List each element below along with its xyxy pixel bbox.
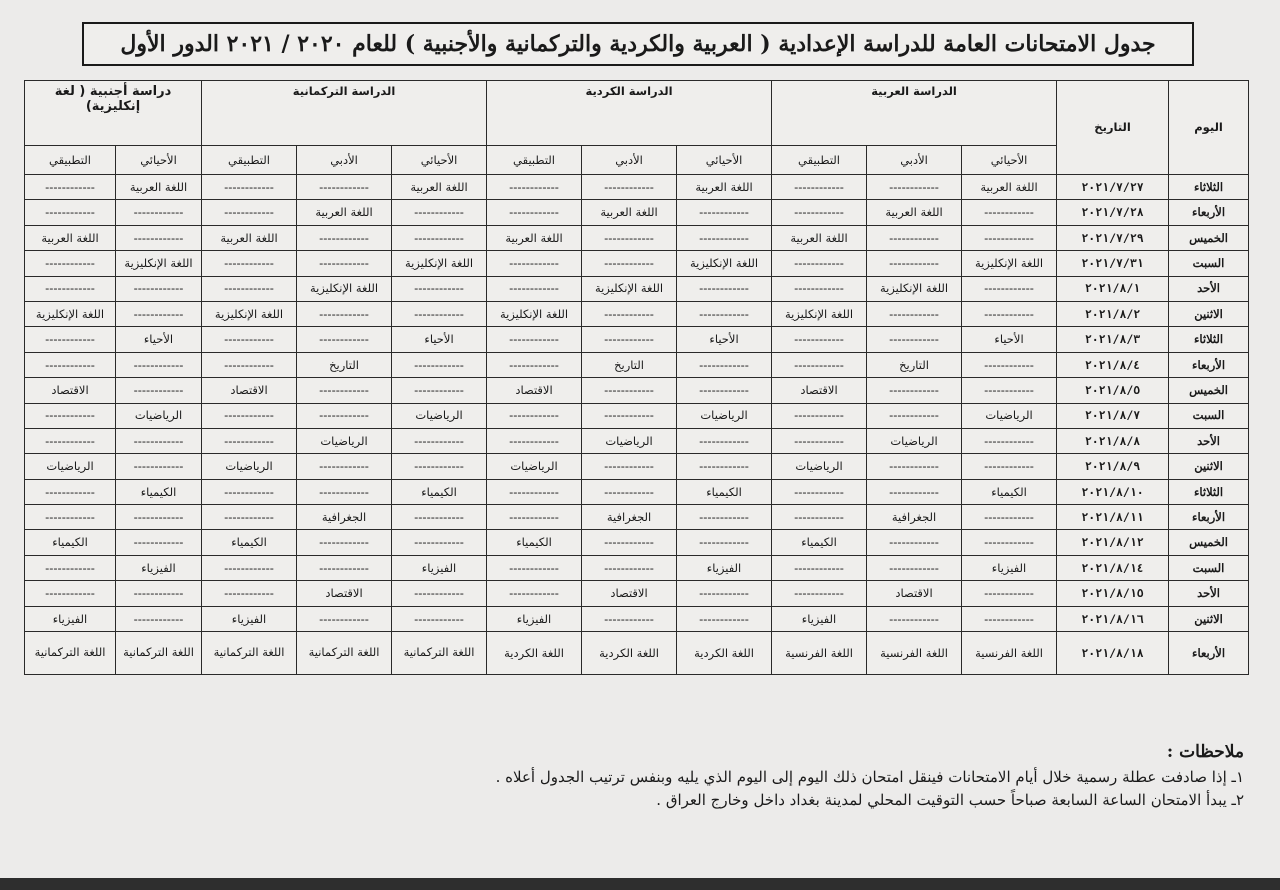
subject-cell: ------------ xyxy=(392,225,487,250)
subject-cell: اللغة التركمانية xyxy=(25,632,116,675)
subject-cell: ------------ xyxy=(867,251,962,276)
header-row-groups xyxy=(25,81,1249,146)
header-arabic-biology: الأحيائي xyxy=(962,146,1057,175)
subject-cell: ------------ xyxy=(202,352,297,377)
day-cell: الاثنين xyxy=(1169,301,1249,326)
date-cell: ٢٠٢١/٧/٢٩ xyxy=(1057,225,1169,250)
subject-cell: ------------ xyxy=(116,428,202,453)
day-cell: الأربعاء xyxy=(1169,200,1249,225)
subject-cell: الاقتصاد xyxy=(297,581,392,606)
subject-cell: ------------ xyxy=(487,581,582,606)
subject-cell: ------------ xyxy=(867,175,962,200)
subject-cell: الفيزياء xyxy=(202,606,297,631)
subject-cell: ------------ xyxy=(677,200,772,225)
subject-cell: اللغة الفرنسية xyxy=(772,632,867,675)
subject-cell: ------------ xyxy=(962,530,1057,555)
header-arabic-study: الدراسة العربية xyxy=(772,81,1057,146)
header-arabic-literary: الأدبي xyxy=(867,146,962,175)
subject-cell: ------------ xyxy=(116,581,202,606)
subject-cell: ------------ xyxy=(297,301,392,326)
subject-cell: ------------ xyxy=(297,251,392,276)
subject-cell: الاقتصاد xyxy=(582,581,677,606)
subject-cell: الفيزياء xyxy=(392,555,487,580)
date-cell: ٢٠٢١/٨/١٤ xyxy=(1057,555,1169,580)
table-row xyxy=(25,327,1249,352)
subject-cell: ------------ xyxy=(25,251,116,276)
subject-cell: ------------ xyxy=(25,175,116,200)
subject-cell: ------------ xyxy=(202,276,297,301)
subject-cell: ------------ xyxy=(487,428,582,453)
table-row xyxy=(25,200,1249,225)
day-cell: السبت xyxy=(1169,251,1249,276)
subject-cell: ------------ xyxy=(116,530,202,555)
subject-cell: ------------ xyxy=(392,276,487,301)
subject-cell: اللغة التركمانية xyxy=(297,632,392,675)
subject-cell: ------------ xyxy=(962,428,1057,453)
subject-cell: الفيزياء xyxy=(487,606,582,631)
subject-cell: ------------ xyxy=(487,327,582,352)
header-kurdish-literary: الأدبي xyxy=(582,146,677,175)
table-row xyxy=(25,301,1249,326)
subject-cell: ------------ xyxy=(772,479,867,504)
subject-cell: ------------ xyxy=(867,403,962,428)
subject-cell: ------------ xyxy=(297,327,392,352)
subject-cell: اللغة الإنكليزية xyxy=(772,301,867,326)
subject-cell: ------------ xyxy=(116,200,202,225)
subject-cell: الرياضيات xyxy=(867,428,962,453)
subject-cell: ------------ xyxy=(582,378,677,403)
subject-cell: ------------ xyxy=(677,352,772,377)
subject-cell: ------------ xyxy=(25,505,116,530)
subject-cell: ------------ xyxy=(867,378,962,403)
header-arabic-applied: التطبيقي xyxy=(772,146,867,175)
date-cell: ٢٠٢١/٨/٨ xyxy=(1057,428,1169,453)
subject-cell: ------------ xyxy=(677,225,772,250)
table-row xyxy=(25,378,1249,403)
date-cell: ٢٠٢١/٨/١١ xyxy=(1057,505,1169,530)
subject-cell: الأحياء xyxy=(962,327,1057,352)
subject-cell: ------------ xyxy=(25,352,116,377)
subject-cell: ------------ xyxy=(677,505,772,530)
subject-cell: ------------ xyxy=(582,251,677,276)
subject-cell: الفيزياء xyxy=(25,606,116,631)
table-row xyxy=(25,251,1249,276)
subject-cell: ------------ xyxy=(202,428,297,453)
subject-cell: ------------ xyxy=(582,606,677,631)
date-cell: ٢٠٢١/٨/٤ xyxy=(1057,352,1169,377)
subject-cell: ------------ xyxy=(25,200,116,225)
subject-cell: ------------ xyxy=(25,276,116,301)
subject-cell: ------------ xyxy=(867,454,962,479)
subject-cell: ------------ xyxy=(867,555,962,580)
subject-cell: ------------ xyxy=(116,301,202,326)
subject-cell: اللغة العربية xyxy=(297,200,392,225)
header-kurdish-applied: التطبيقي xyxy=(487,146,582,175)
subject-cell: الكيمياء xyxy=(962,479,1057,504)
subject-cell: الكيمياء xyxy=(772,530,867,555)
subject-cell: ------------ xyxy=(202,555,297,580)
subject-cell: ------------ xyxy=(867,479,962,504)
subject-cell: اللغة التركمانية xyxy=(116,632,202,675)
day-cell: الأربعاء xyxy=(1169,352,1249,377)
subject-cell: ------------ xyxy=(202,327,297,352)
subject-cell: ------------ xyxy=(25,555,116,580)
subject-cell: ------------ xyxy=(487,555,582,580)
subject-cell: الاقتصاد xyxy=(202,378,297,403)
day-cell: الاثنين xyxy=(1169,454,1249,479)
header-kurdish-biology: الأحيائي xyxy=(677,146,772,175)
subject-cell: ------------ xyxy=(962,606,1057,631)
date-cell: ٢٠٢١/٧/٢٧ xyxy=(1057,175,1169,200)
subject-cell: ------------ xyxy=(392,378,487,403)
subject-cell: ------------ xyxy=(202,403,297,428)
table-row xyxy=(25,454,1249,479)
note-item: ٢ـ يبدأ الامتحان الساعة السابعة صباحاً حسب التوقيت المحلي لمدينة بغداد داخل وخارج العراق . xyxy=(656,791,1244,809)
subject-cell: ------------ xyxy=(582,530,677,555)
subject-cell: ------------ xyxy=(582,403,677,428)
subject-cell: ------------ xyxy=(25,479,116,504)
subject-cell: ------------ xyxy=(392,606,487,631)
date-cell: ٢٠٢١/٨/٥ xyxy=(1057,378,1169,403)
subject-cell: ------------ xyxy=(487,352,582,377)
subject-cell: ------------ xyxy=(677,301,772,326)
subject-cell: الكيمياء xyxy=(25,530,116,555)
header-turkmen-biology: الأحيائي xyxy=(392,146,487,175)
subject-cell: الكيمياء xyxy=(116,479,202,504)
subject-cell: ------------ xyxy=(962,581,1057,606)
table-row xyxy=(25,225,1249,250)
subject-cell: اللغة الإنكليزية xyxy=(582,276,677,301)
subject-cell: الرياضيات xyxy=(487,454,582,479)
date-cell: ٢٠٢١/٨/٣ xyxy=(1057,327,1169,352)
subject-cell: ------------ xyxy=(202,251,297,276)
subject-cell: اللغة الكردية xyxy=(582,632,677,675)
subject-cell: الفيزياء xyxy=(962,555,1057,580)
subject-cell: ------------ xyxy=(962,505,1057,530)
table-row xyxy=(25,352,1249,377)
subject-cell: الرياضيات xyxy=(962,403,1057,428)
subject-cell: ------------ xyxy=(202,479,297,504)
subject-cell: اللغة الفرنسية xyxy=(867,632,962,675)
subject-cell: اللغة الإنكليزية xyxy=(25,301,116,326)
subject-cell: اللغة العربية xyxy=(116,175,202,200)
subject-cell: الجغرافية xyxy=(297,505,392,530)
subject-cell: ------------ xyxy=(297,225,392,250)
subject-cell: التاريخ xyxy=(582,352,677,377)
subject-cell: ------------ xyxy=(772,352,867,377)
subject-cell: اللغة التركمانية xyxy=(392,632,487,675)
header-foreign-biology: الأحيائي xyxy=(116,146,202,175)
note-item: ١ـ إذا صادفت عطلة رسمية خلال أيام الامتحانات فينقل امتحان ذلك اليوم إلى اليوم الذي يليه وبنفس ترتيب الجدول أعلاه . xyxy=(495,768,1244,786)
table-row xyxy=(25,606,1249,631)
subject-cell: ------------ xyxy=(116,505,202,530)
subject-cell: ------------ xyxy=(25,428,116,453)
table-row xyxy=(25,403,1249,428)
subject-cell: ------------ xyxy=(487,276,582,301)
table-row xyxy=(25,276,1249,301)
subject-cell: الرياضيات xyxy=(202,454,297,479)
subject-cell: ------------ xyxy=(772,505,867,530)
subject-cell: ------------ xyxy=(392,530,487,555)
table-row xyxy=(25,479,1249,504)
subject-cell: الكيمياء xyxy=(202,530,297,555)
subject-cell: اللغة العربية xyxy=(582,200,677,225)
subject-cell: ------------ xyxy=(392,301,487,326)
subject-cell: ------------ xyxy=(25,581,116,606)
subject-cell: الرياضيات xyxy=(392,403,487,428)
subject-cell: ------------ xyxy=(116,454,202,479)
subject-cell: ------------ xyxy=(867,327,962,352)
subject-cell: ------------ xyxy=(772,428,867,453)
subject-cell: اللغة التركمانية xyxy=(202,632,297,675)
subject-cell: ------------ xyxy=(772,175,867,200)
subject-cell: ------------ xyxy=(772,251,867,276)
day-cell: الثلاثاء xyxy=(1169,479,1249,504)
subject-cell: الأحياء xyxy=(116,327,202,352)
subject-cell: الكيمياء xyxy=(392,479,487,504)
subject-cell: الاقتصاد xyxy=(487,378,582,403)
subject-cell: ------------ xyxy=(582,327,677,352)
subject-cell: ------------ xyxy=(25,403,116,428)
subject-cell: ------------ xyxy=(582,225,677,250)
table-row xyxy=(25,505,1249,530)
date-cell: ٢٠٢١/٨/٢ xyxy=(1057,301,1169,326)
notes-title: ملاحظات : xyxy=(1166,742,1244,762)
subject-cell: اللغة الكردية xyxy=(677,632,772,675)
table-row xyxy=(25,530,1249,555)
subject-cell: ------------ xyxy=(116,276,202,301)
subject-cell: اللغة العربية xyxy=(677,175,772,200)
subject-cell: ------------ xyxy=(487,200,582,225)
subject-cell: الرياضيات xyxy=(582,428,677,453)
subject-cell: ------------ xyxy=(392,454,487,479)
subject-cell: الاقتصاد xyxy=(25,378,116,403)
subject-cell: ------------ xyxy=(487,251,582,276)
subject-cell: ------------ xyxy=(392,581,487,606)
page-title: جدول الامتحانات العامة للدراسة الإعدادية ( العربية والكردية والتركمانية والأجنبية ) للعام ٢٠٢٠ / ٢٠٢١ الدور الأول xyxy=(82,22,1194,66)
subject-cell: اللغة الإنكليزية xyxy=(962,251,1057,276)
day-cell: الخميس xyxy=(1169,378,1249,403)
subject-cell: اللغة العربية xyxy=(25,225,116,250)
subject-cell: ------------ xyxy=(677,378,772,403)
subject-cell: اللغة العربية xyxy=(867,200,962,225)
subject-cell: ------------ xyxy=(297,175,392,200)
header-day: اليوم xyxy=(1169,81,1249,175)
subject-cell: التاريخ xyxy=(867,352,962,377)
day-cell: الاثنين xyxy=(1169,606,1249,631)
notes-section xyxy=(244,742,1244,812)
subject-cell: اللغة الإنكليزية xyxy=(677,251,772,276)
subject-cell: الرياضيات xyxy=(677,403,772,428)
subject-cell: الرياضيات xyxy=(772,454,867,479)
subject-cell: ------------ xyxy=(392,505,487,530)
subject-cell: اللغة الكردية xyxy=(487,632,582,675)
subject-cell: الفيزياء xyxy=(677,555,772,580)
subject-cell: الفيزياء xyxy=(772,606,867,631)
subject-cell: ------------ xyxy=(202,200,297,225)
subject-cell: الرياضيات xyxy=(116,403,202,428)
header-foreign-study: دراسة أجنبية ( لغة إنكليزية) xyxy=(25,81,202,146)
exam-schedule-table xyxy=(24,80,1249,675)
subject-cell: اللغة العربية xyxy=(962,175,1057,200)
subject-cell: ------------ xyxy=(582,301,677,326)
subject-cell: ------------ xyxy=(867,225,962,250)
subject-cell: ------------ xyxy=(772,327,867,352)
subject-cell: ------------ xyxy=(297,479,392,504)
subject-cell: اللغة الإنكليزية xyxy=(392,251,487,276)
day-cell: الثلاثاء xyxy=(1169,175,1249,200)
header-foreign-applied: التطبيقي xyxy=(25,146,116,175)
subject-cell: ------------ xyxy=(202,505,297,530)
subject-cell: ------------ xyxy=(116,378,202,403)
subject-cell: ------------ xyxy=(487,175,582,200)
subject-cell: ------------ xyxy=(297,378,392,403)
subject-cell: ------------ xyxy=(962,454,1057,479)
subject-cell: الأحياء xyxy=(677,327,772,352)
subject-cell: اللغة الإنكليزية xyxy=(487,301,582,326)
subject-cell: ------------ xyxy=(202,175,297,200)
table-row xyxy=(25,555,1249,580)
subject-cell: ------------ xyxy=(582,175,677,200)
subject-cell: ------------ xyxy=(116,225,202,250)
day-cell: الخميس xyxy=(1169,225,1249,250)
subject-cell: الاقتصاد xyxy=(867,581,962,606)
date-cell: ٢٠٢١/٨/١٦ xyxy=(1057,606,1169,631)
subject-cell: الرياضيات xyxy=(25,454,116,479)
subject-cell: ------------ xyxy=(487,479,582,504)
subject-cell: ------------ xyxy=(297,530,392,555)
subject-cell: ------------ xyxy=(297,454,392,479)
subject-cell: اللغة الفرنسية xyxy=(962,632,1057,675)
subject-cell: اللغة العربية xyxy=(392,175,487,200)
subject-cell: التاريخ xyxy=(297,352,392,377)
day-cell: الأحد xyxy=(1169,428,1249,453)
table-row xyxy=(25,581,1249,606)
subject-cell: ------------ xyxy=(582,555,677,580)
day-cell: الأحد xyxy=(1169,581,1249,606)
subject-cell: ------------ xyxy=(116,352,202,377)
subject-cell: ------------ xyxy=(867,530,962,555)
subject-cell: اللغة الإنكليزية xyxy=(297,276,392,301)
day-cell: الأحد xyxy=(1169,276,1249,301)
subject-cell: الجغرافية xyxy=(867,505,962,530)
subject-cell: ------------ xyxy=(297,555,392,580)
header-date: التاريخ xyxy=(1057,81,1169,175)
subject-cell: الكيمياء xyxy=(677,479,772,504)
subject-cell: اللغة العربية xyxy=(487,225,582,250)
subject-cell: الكيمياء xyxy=(487,530,582,555)
subject-cell: اللغة الإنكليزية xyxy=(202,301,297,326)
subject-cell: ------------ xyxy=(25,327,116,352)
subject-cell: اللغة العربية xyxy=(202,225,297,250)
day-cell: السبت xyxy=(1169,555,1249,580)
subject-cell: الجغرافية xyxy=(582,505,677,530)
page-bottom-edge xyxy=(0,878,1280,890)
subject-cell: ------------ xyxy=(867,606,962,631)
date-cell: ٢٠٢١/٨/١٨ xyxy=(1057,632,1169,675)
subject-cell: ------------ xyxy=(392,352,487,377)
header-turkmen-study: الدراسة التركمانية xyxy=(202,81,487,146)
subject-cell: ------------ xyxy=(582,479,677,504)
subject-cell: ------------ xyxy=(677,606,772,631)
subject-cell: ------------ xyxy=(962,225,1057,250)
header-turkmen-literary: الأدبي xyxy=(297,146,392,175)
subject-cell: ------------ xyxy=(962,378,1057,403)
date-cell: ٢٠٢١/٨/١٠ xyxy=(1057,479,1169,504)
date-cell: ٢٠٢١/٨/٩ xyxy=(1057,454,1169,479)
subject-cell: ------------ xyxy=(772,200,867,225)
subject-cell: ------------ xyxy=(392,200,487,225)
subject-cell: اللغة الإنكليزية xyxy=(867,276,962,301)
header-kurdish-study: الدراسة الكردية xyxy=(487,81,772,146)
date-cell: ٢٠٢١/٨/١ xyxy=(1057,276,1169,301)
subject-cell: ------------ xyxy=(962,301,1057,326)
subject-cell: ------------ xyxy=(772,581,867,606)
day-cell: الأربعاء xyxy=(1169,632,1249,675)
day-cell: الثلاثاء xyxy=(1169,327,1249,352)
table-row xyxy=(25,175,1249,200)
subject-cell: ------------ xyxy=(297,403,392,428)
subject-cell: الرياضيات xyxy=(297,428,392,453)
subject-cell: اللغة العربية xyxy=(772,225,867,250)
subject-cell: ------------ xyxy=(772,276,867,301)
table-row xyxy=(25,632,1249,675)
subject-cell: الأحياء xyxy=(392,327,487,352)
date-cell: ٢٠٢١/٧/٣١ xyxy=(1057,251,1169,276)
subject-cell: ------------ xyxy=(867,301,962,326)
subject-cell: الاقتصاد xyxy=(772,378,867,403)
subject-cell: ------------ xyxy=(677,454,772,479)
subject-cell: ------------ xyxy=(677,581,772,606)
date-cell: ٢٠٢١/٨/١٥ xyxy=(1057,581,1169,606)
day-cell: الأربعاء xyxy=(1169,505,1249,530)
day-cell: السبت xyxy=(1169,403,1249,428)
subject-cell: ------------ xyxy=(392,428,487,453)
subject-cell: ------------ xyxy=(772,403,867,428)
subject-cell: ------------ xyxy=(487,505,582,530)
date-cell: ٢٠٢١/٧/٢٨ xyxy=(1057,200,1169,225)
subject-cell: ------------ xyxy=(582,454,677,479)
subject-cell: ------------ xyxy=(677,428,772,453)
subject-cell: ------------ xyxy=(487,403,582,428)
day-cell: الخميس xyxy=(1169,530,1249,555)
subject-cell: ------------ xyxy=(962,276,1057,301)
subject-cell: ------------ xyxy=(772,555,867,580)
date-cell: ٢٠٢١/٨/١٢ xyxy=(1057,530,1169,555)
table-row xyxy=(25,428,1249,453)
header-turkmen-applied: التطبيقي xyxy=(202,146,297,175)
subject-cell: الفيزياء xyxy=(116,555,202,580)
subject-cell: ------------ xyxy=(962,352,1057,377)
subject-cell: ------------ xyxy=(297,606,392,631)
date-cell: ٢٠٢١/٨/٧ xyxy=(1057,403,1169,428)
subject-cell: ------------ xyxy=(202,581,297,606)
subject-cell: ------------ xyxy=(116,606,202,631)
subject-cell: ------------ xyxy=(677,276,772,301)
subject-cell: اللغة الإنكليزية xyxy=(116,251,202,276)
subject-cell: ------------ xyxy=(677,530,772,555)
subject-cell: ------------ xyxy=(962,200,1057,225)
